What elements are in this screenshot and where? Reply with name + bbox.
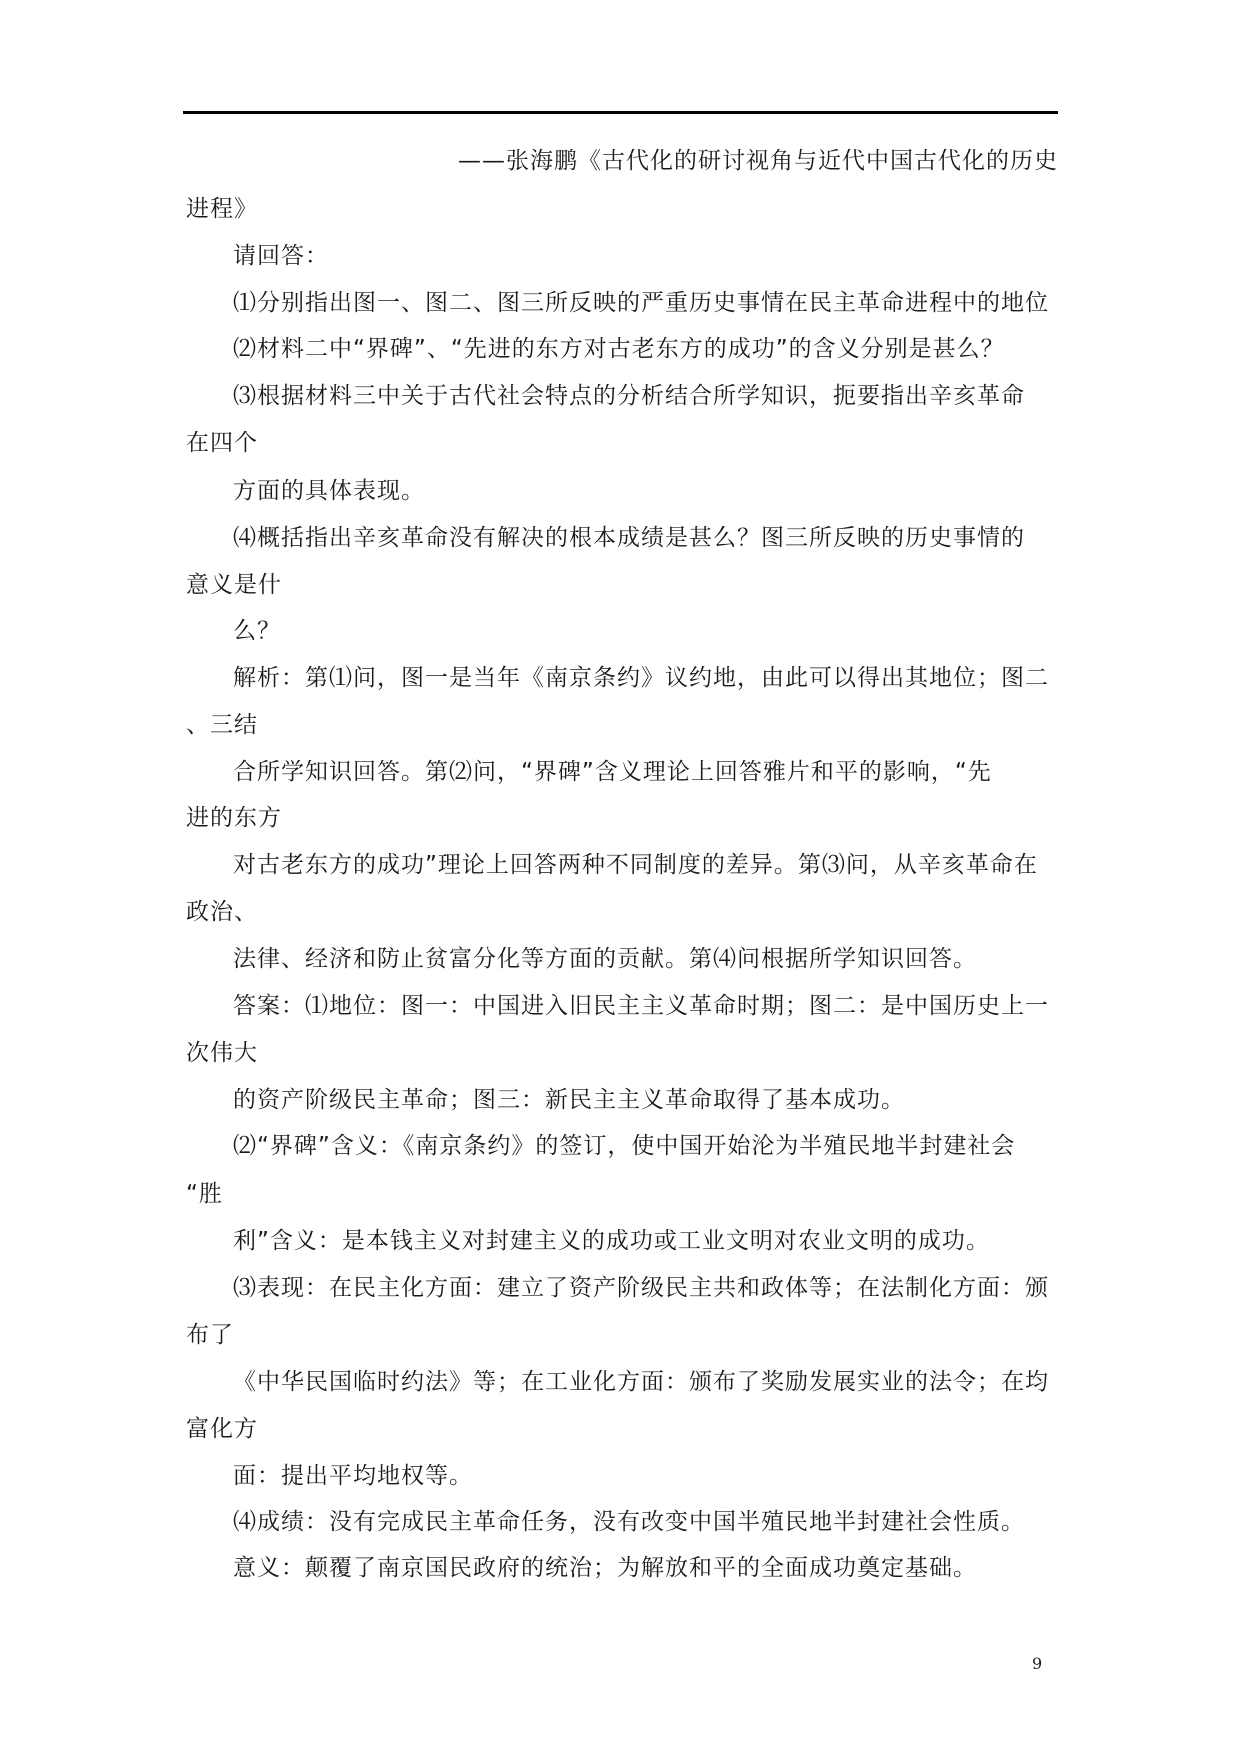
text-line: 方面的具体表现。	[233, 478, 425, 504]
text-line: 富化方	[186, 1416, 258, 1442]
text-line: 、三结	[186, 712, 258, 738]
text-line: 么？	[233, 618, 281, 644]
text-line: 的资产阶级民主革命；图三：新民主主义革命取得了基本成功。	[233, 1087, 905, 1113]
answer-2-line: ⑵“界碑”含义：《南京条约》的签订，使中国开始沦为半殖民地半封建社会	[233, 1133, 1016, 1159]
text-line: 布了	[186, 1322, 234, 1348]
text-line: 意义：颠覆了南京国民政府的统治；为解放和平的全面成功奠定基础。	[233, 1555, 977, 1581]
text-line: 在四个	[186, 430, 258, 456]
text-line: 意义是什	[186, 572, 282, 598]
question-4: ⑷概括指出辛亥革命没有解决的根本成绩是甚么？图三所反映的历史事情的	[233, 525, 1025, 551]
analysis-line: 解析：第⑴问，图一是当年《南京条约》议约地，由此可以得出其地位；图二	[233, 665, 1049, 691]
page-number: 9	[1032, 1654, 1043, 1673]
text-line: 《中华民国临时约法》等；在工业化方面：颁布了奖励发展实业的法令；在均	[233, 1369, 1049, 1395]
text-line: 合所学知识回答。第⑵问，“界碑”含义理论上回答雅片和平的影响，“先	[233, 759, 992, 785]
text-line: “胜	[186, 1181, 223, 1207]
text-line: 进程》	[186, 196, 258, 222]
text-line: 面：提出平均地权等。	[233, 1463, 473, 1489]
text-line: 进的东方	[186, 805, 282, 831]
question-1: ⑴分别指出图一、图二、图三所反映的严重历史事情在民主革命进程中的地位	[233, 290, 1049, 316]
question-3: ⑶根据材料三中关于古代社会特点的分析结合所学知识，扼要指出辛亥革命	[233, 383, 1025, 409]
text-line: 次伟大	[186, 1040, 258, 1066]
answer-4-line: ⑷成绩：没有完成民主革命任务，没有改变中国半殖民地半封建社会性质。	[233, 1509, 1025, 1535]
answer-3-line: ⑶表现：在民主化方面：建立了资产阶级民主共和政体等；在法制化方面：颁	[233, 1275, 1049, 1301]
answer-line: 答案：⑴地位：图一：中国进入旧民主主义革命时期；图二：是中国历史上一	[233, 993, 1049, 1019]
header-rule	[183, 111, 1058, 114]
question-2: ⑵材料二中“界碑”、“先进的东方对古老东方的成功”的含义分别是甚么？	[233, 336, 1005, 362]
attribution-line: ——张海鹏《古代化的研讨视角与近代中国古代化的历史	[458, 148, 1058, 174]
prompt-label: 请回答：	[233, 243, 329, 269]
text-line: 对古老东方的成功”理论上回答两种不同制度的差异。第⑶问，从辛亥革命在	[233, 852, 1038, 878]
text-line: 法律、经济和防止贫富分化等方面的贡献。第⑷问根据所学知识回答。	[233, 946, 977, 972]
text-line: 利”含义：是本钱主义对封建主义的成功或工业文明对农业文明的成功。	[233, 1228, 990, 1254]
text-line: 政治、	[186, 899, 258, 925]
